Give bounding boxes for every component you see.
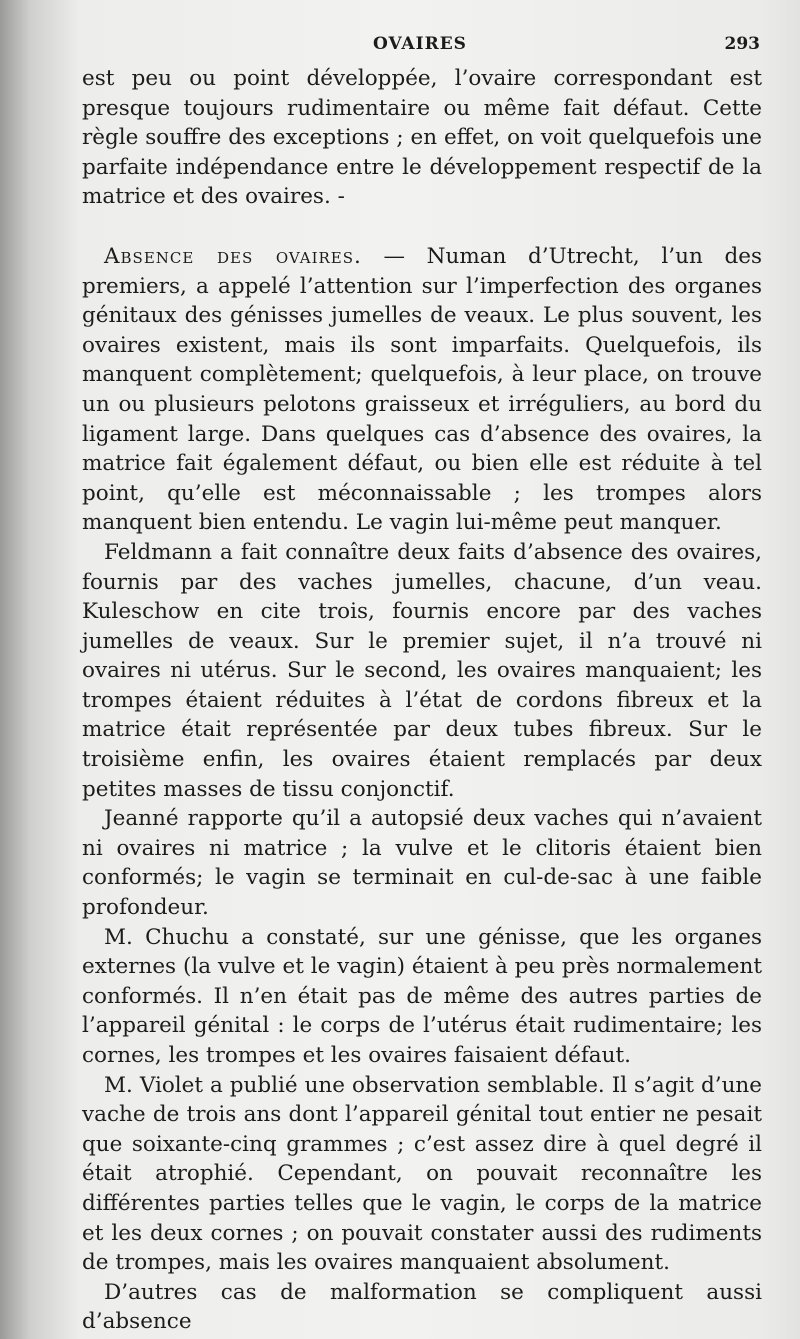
page-header — [80, 30, 760, 58]
running-title: OVAIRES — [373, 34, 467, 54]
section-paragraph-text: — Numan d’Utrecht, l’un des premiers, a appelé l’attention sur l’imperfection des organes génitaux des génisses jumelles de veaux. Le plus souvent, les ovaires existent, mais ils sont imparfaits. Quelquefois, ils manquent complètement; quelquefois, à leur place, on trouve un ou plusieurs pelotons graisseux et irréguliers, au bord du ligament large. Dans quelques cas d’absence des ovaires, la matrice fait également défaut, ou bien elle est réduite à tel point, qu’elle est méconnaissable ; les trompes alors manquent bien entendu. Le vagin lui-même peut manquer. — [82, 243, 762, 536]
paragraph-continuation: est peu ou point développée, l’ovaire correspondant est presque toujours rudimentaire ou même fait défaut. Cette règle souffre des exceptions ; en effet, on voit quelquefois une parfaite indépendance entre le développement respectif de la matrice et des ovaires. - — [82, 66, 762, 210]
section-heading: Absence des ovaires. — [104, 243, 362, 269]
body-text — [82, 64, 762, 1337]
paragraph-chuchu: M. Chuchu a constaté, sur une génisse, que les organes externes (la vulve et le vagin) étaient à peu près normalement conformés. Il n’en était pas de même des autres parties de l’appareil génital : le corps de l’utérus était rudimentaire; les cornes, les trompes et les ovaires faisaient défaut. — [82, 924, 762, 1068]
paragraph-final: D’autres cas de malformation se compliquent aussi d’absence — [82, 1279, 762, 1335]
paragraph-violet: M. Violet a publié une observation semblable. Il s’agit d’une vache de trois ans dont l’appareil génital tout entier ne pesait que soixante-cinq grammes ; c’est assez dire à quel degré il était atrophié. Cependant, on pouvait reconnaître les différentes parties telles que le vagin, le corps de la matrice et les deux cornes ; on pouvait constater aussi des rudiments de trompes, mais les ovaires manquaient absolument. — [82, 1072, 762, 1276]
paragraph-jeanne: Jeanné rapporte qu’il a autopsié deux vaches qui n’avaient ni ovaires ni matrice ; la vulve et le clitoris étaient bien conformés; le vagin se terminait en cul-de-sac à une faible profondeur. — [82, 806, 762, 921]
section-paragraph-absence — [82, 242, 762, 538]
page-number: 293 — [724, 34, 760, 54]
paragraph-feldmann: Feldmann a fait connaître deux faits d’absence des ovaires, fournis par des vaches jumelles, chacune, d’un veau. Kuleschow en cite trois, fournis encore par des vaches jumelles de veaux. Sur le premier sujet, il n’a trouvé ni ovaires ni utérus. Sur le second, les ovaires manquaient; les trompes étaient réduites à l’état de cordons fibreux et la matrice était représentée par deux tubes fibreux. Sur le troisième enfin, les ovaires étaient remplacés par deux petites masses de tissu conjonctif. — [82, 539, 762, 802]
